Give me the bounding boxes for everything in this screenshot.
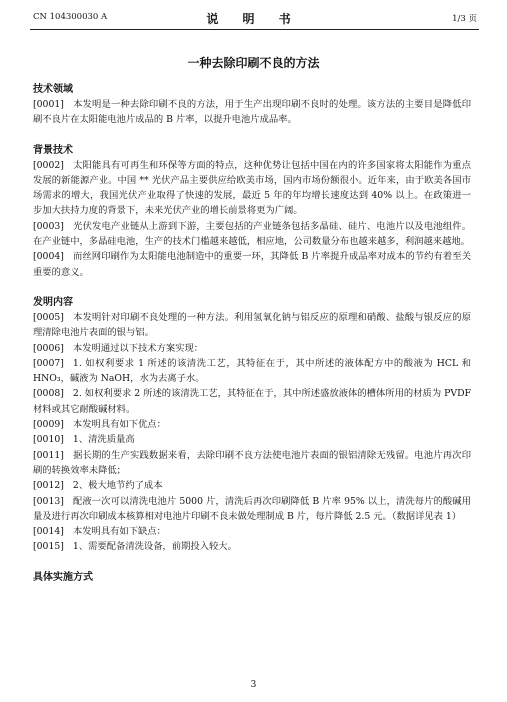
paragraph-number: [0007] — [33, 357, 64, 369]
page-header — [0, 10, 507, 26]
paragraph-number: [0012] — [33, 480, 64, 492]
paragraph-number: [0010] — [33, 434, 64, 446]
paragraph-text: 2. 如权利要求 2 所述的该清洗工艺，其特征在于，其中所述盛放液体的槽体所用的材质为 PVDF 材料或其它耐酸碱材料。 — [33, 388, 471, 415]
paragraph — [33, 341, 471, 356]
paragraph-number: [0002] — [33, 159, 64, 171]
paragraph — [33, 219, 471, 250]
paragraph-number: [0001] — [33, 99, 64, 110]
paragraph — [33, 97, 471, 128]
section-heading: 背景技术 — [33, 144, 73, 156]
paragraph — [33, 310, 471, 341]
document-title: 一种去除印刷不良的方法 — [187, 56, 320, 70]
paragraph — [33, 524, 471, 539]
paragraph-text: 本发明通过以下技术方案实现： — [72, 342, 204, 354]
paragraph-text: 1、清洗质量高 — [72, 434, 135, 446]
paragraph-number: [0005] — [33, 311, 64, 323]
paragraph — [33, 158, 471, 219]
paragraph-text: 配液一次可以清洗电池片 5000 片，清洗后再次印刷降低 B 片率 95% 以上，清洗每片的酸碱用量及进行再次印刷成本核算相对电池片印刷不良未做处理制成 B 片，每片降低 2.5 元。（数据详见表 1） — [33, 495, 471, 522]
paragraph-text: 2、极大地节约了成本 — [72, 480, 163, 492]
section-gap — [33, 280, 471, 295]
doc-type: 说 明 书 — [206, 12, 301, 26]
paragraph-number: [0013] — [33, 495, 64, 507]
paragraph-text: 太阳能具有可再生和环保等方面的特点，这种优势让包括中国在内的许多国家将太阳能作为重点发展的新能源产业。中国 ** 光伏产品主要供应给欧美市场，国内市场份额很小。近年来，由于欧美各国市场需求的增大，我国光伏产业取得了快速的发展，最近 5 年的年均增长速度达到 40% 以上。在政策进一步加大扶持力度的背景下，未来光伏产业的增长前景将更为广阔。 — [33, 159, 471, 217]
section-heading: 技术领域 — [33, 84, 73, 95]
paragraph-number: [0015] — [33, 541, 64, 553]
paragraph — [33, 539, 471, 554]
paragraph-text: 1、需要配备清洗设备，前期投入较大。 — [72, 541, 237, 553]
paragraph-text: 光伏发电产业链从上游到下游，主要包括的产业链条包括多晶硅、硅片、电池片以及电池组件。在产业链中，多晶硅电池，生产的技术门槛越来越低，相应地，公司数量分布也越来越多，利润越来越地。 — [33, 220, 471, 248]
section-gap — [33, 128, 471, 143]
paragraph — [33, 478, 471, 493]
paragraph-number: [0011] — [33, 449, 64, 461]
page-number: 3 — [250, 680, 257, 690]
doc-number: CN 104300030 A — [33, 12, 108, 22]
paragraph-number: [0008] — [33, 388, 64, 400]
paragraph — [33, 417, 471, 432]
page-indicator: 1/3 页 — [452, 14, 477, 24]
paragraph-text: 本发明具有如下缺点： — [72, 526, 166, 538]
paragraph-number: [0003] — [33, 220, 64, 232]
paragraph-text: 本发明是一种去除印刷不良的方法，用于生产出现印刷不良时的处理。该方法的主要目是降低印刷不良片在太阳能电池片成品的 B 片率，以提升电池片成品率。 — [33, 99, 471, 126]
paragraph-text: 本发明针对印刷不良处理的一种方法。利用氢氧化钠与铝反应的原理和硝酸、盐酸与银反应的原理清除电池片表面的银与铝。 — [33, 311, 471, 339]
paragraph — [33, 386, 471, 417]
header-rule — [30, 29, 479, 30]
section-heading: 发明内容 — [33, 296, 73, 308]
paragraph-number: [0004] — [33, 251, 64, 263]
paragraph — [33, 432, 471, 447]
paragraph — [33, 249, 471, 280]
paragraph-text: 1. 如权利要求 1 所述的该清洗工艺，其特征在于，其中所述的液体配方中的酸液为 HCL 和 HNO₃，碱液为 NaOH，水为去离子水。 — [33, 357, 471, 385]
paragraph-number: [0006] — [33, 342, 64, 354]
section-heading: 具体实施方式 — [33, 571, 93, 583]
paragraph-number: [0014] — [33, 526, 64, 538]
section-gap — [33, 555, 471, 570]
paragraph-number: [0009] — [33, 419, 64, 431]
paragraph — [33, 448, 471, 479]
paragraph — [33, 494, 471, 525]
paragraph-text: 而丝网印刷作为太阳能电池制造中的重要一环，其降低 B 片率提升成品率对成本的节约有着至关重要的意义。 — [33, 251, 471, 278]
paragraph-text: 本发明具有如下优点： — [72, 419, 166, 431]
paragraph — [33, 356, 471, 387]
paragraph-text: 据长期的生产实践数据来看，去除印刷不良方法使电池片表面的银铝清除无残留。电池片再次印刷的转换效率未降低； — [33, 449, 471, 476]
document-body — [33, 82, 471, 585]
